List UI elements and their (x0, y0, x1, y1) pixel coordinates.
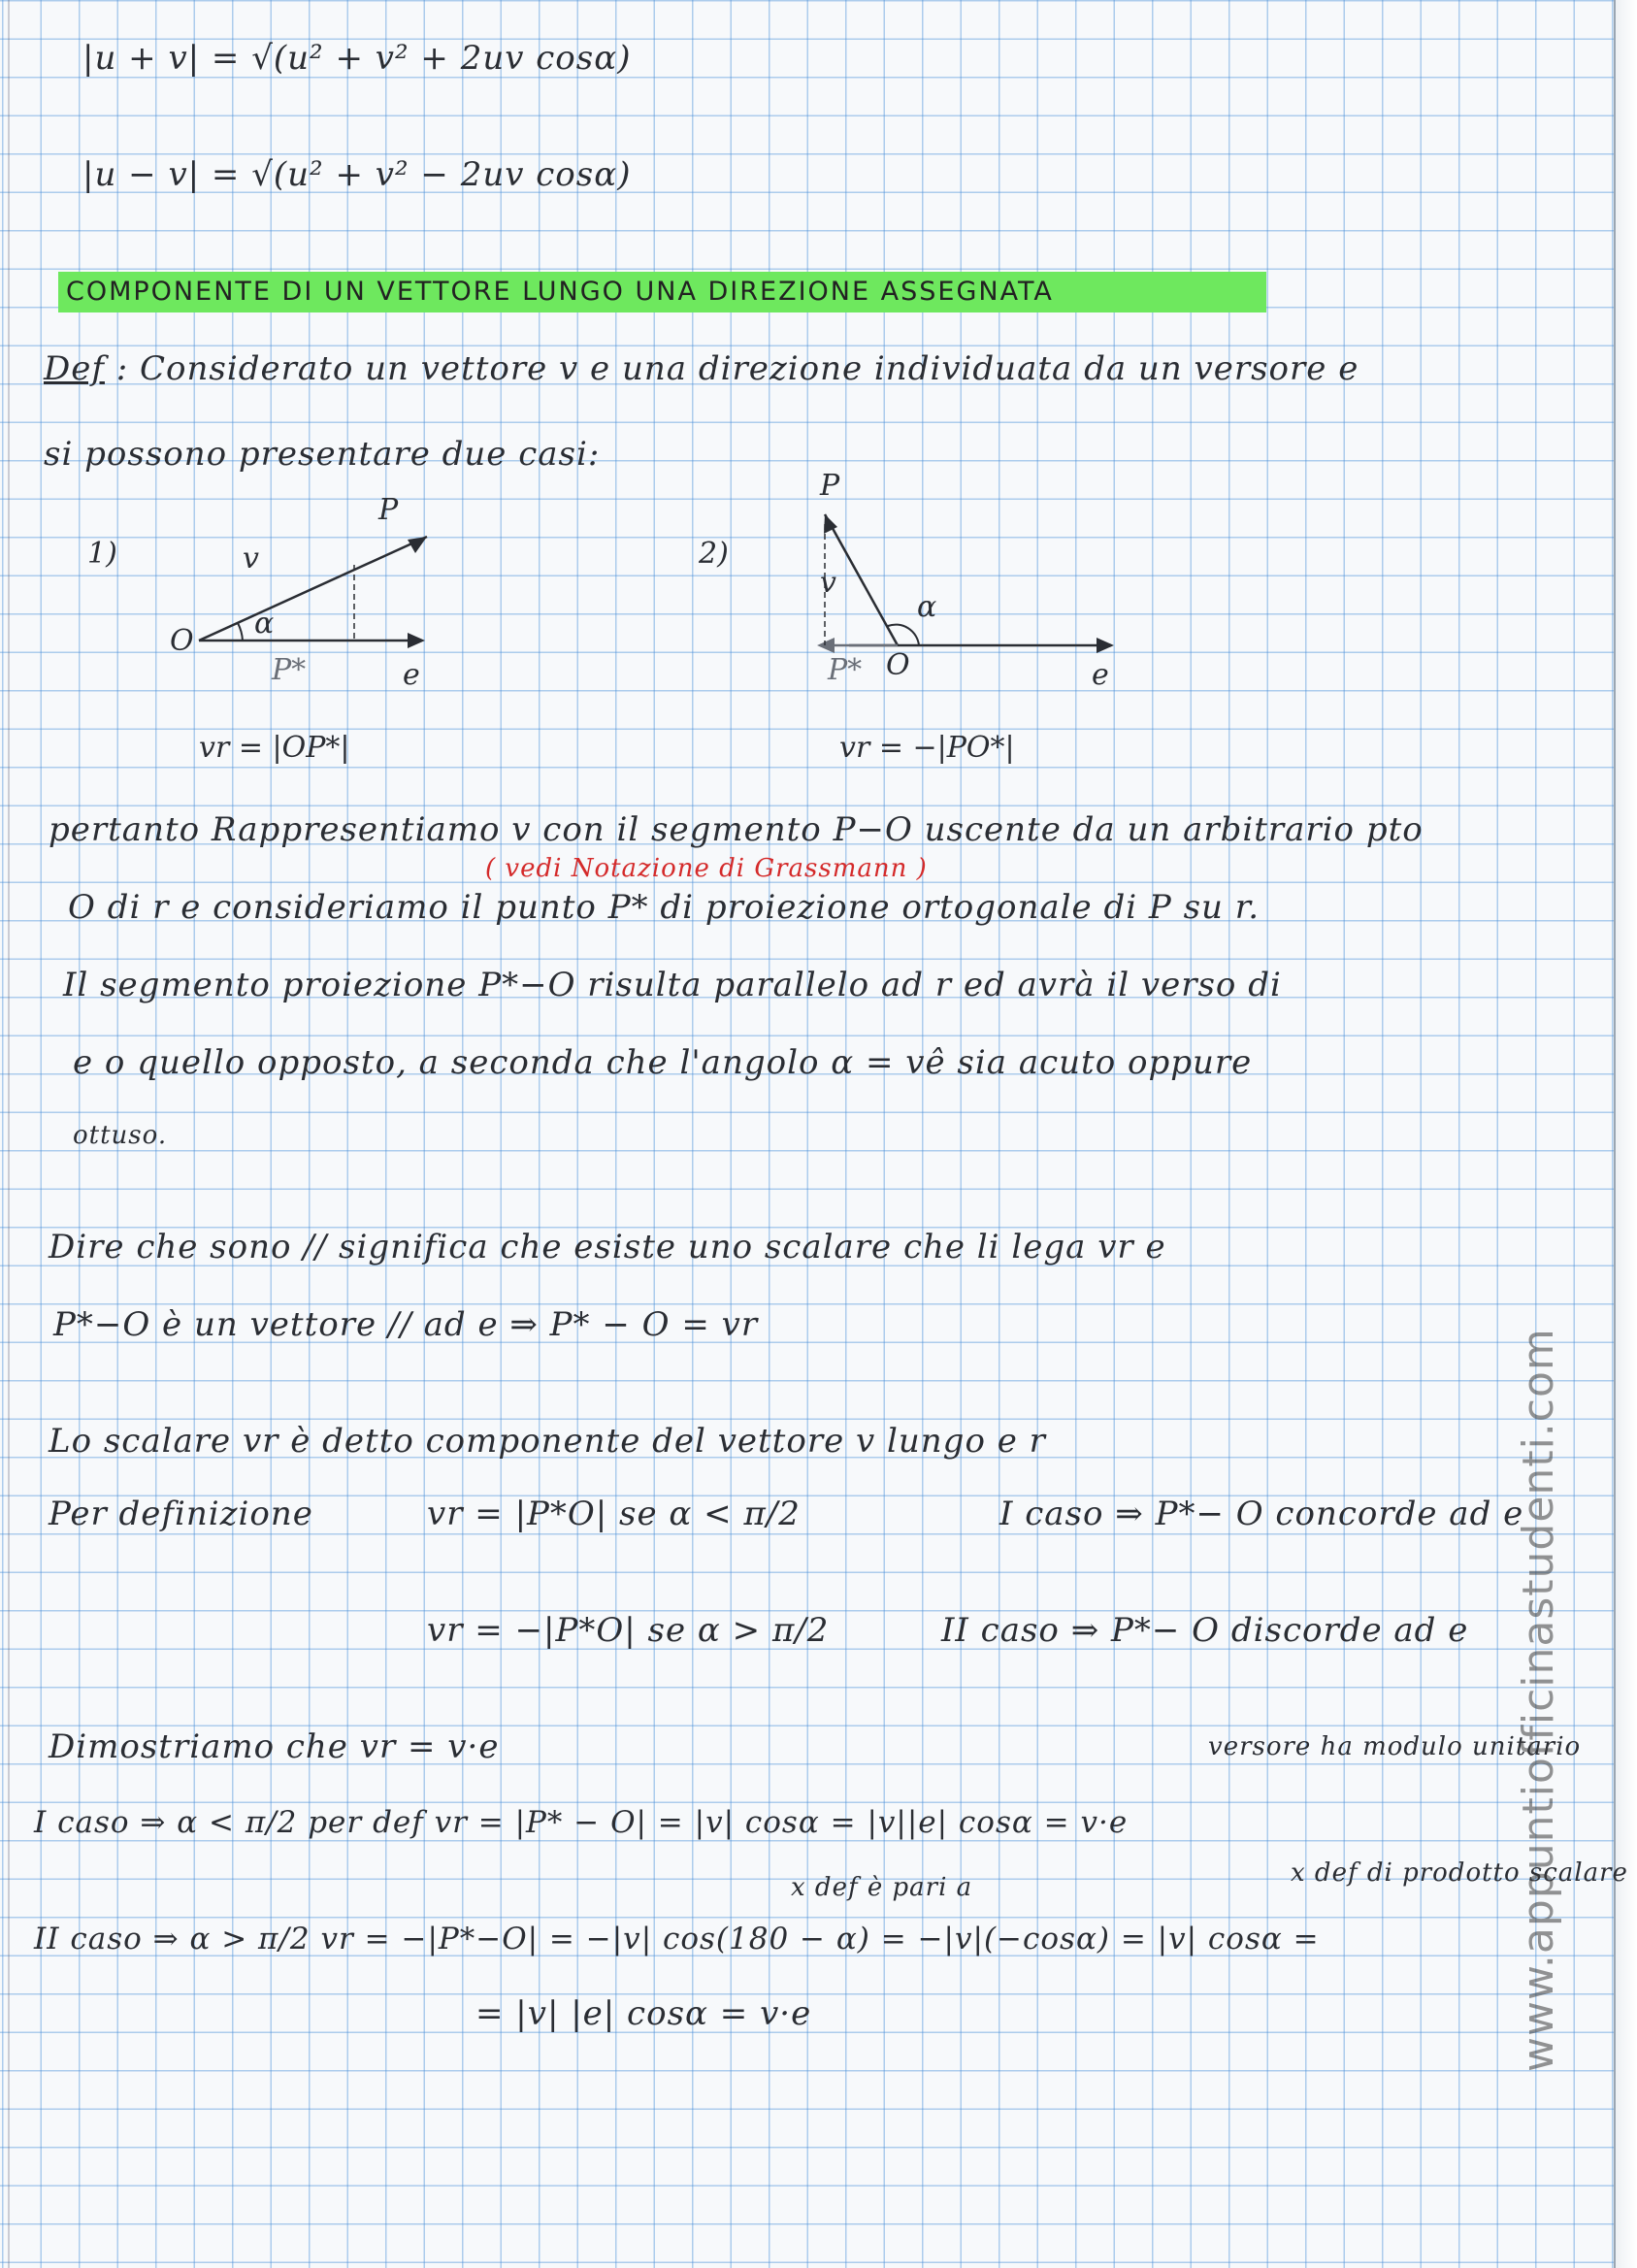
case-1-P-label: P (378, 493, 399, 527)
scalar-case-1-formula: vr = |P*O| se α < π/2 (427, 1495, 801, 1533)
formula-sum: |u + v| = √(u² + v² + 2uv cosα) (82, 39, 632, 78)
case-2-formula: vr = −|PO*| (839, 731, 1015, 765)
parallel-line-1: Dire che sono // significa che esiste uno scalare che li lega vr e (49, 1228, 1166, 1266)
body-line-1: pertanto Rappresentiamo v con il segmento P−O uscente da un arbitrario pto (49, 810, 1424, 849)
proof-note-2: x def di prodotto scalare (1291, 1858, 1628, 1888)
diagram-case-1 (78, 485, 485, 767)
section-title-highlight (58, 272, 1266, 312)
scalar-line: Lo scalare vr è detto componente del vettore v lungo e r (49, 1422, 1046, 1461)
definition-label: Def (44, 349, 105, 388)
definition-text-1: : Considerato un vettore v e una direzione individuata da un versore e (115, 349, 1359, 388)
case-1-formula: vr = |OP*| (199, 731, 350, 765)
body-line-2: O di r e consideriamo il punto P* di proiezione ortogonale di P su r. (68, 888, 1260, 927)
margin-line (8, 0, 10, 2268)
proof-intro: Dimostriamo che vr = v·e (49, 1727, 500, 1766)
case-1-e-label: e (403, 658, 420, 692)
case-2-O-label: O (886, 648, 910, 682)
proof-case-1: I caso ⇒ α < π/2 per def vr = |P* − O| = |v| cosα = |v||e| cosα = v·e (34, 1805, 1129, 1840)
grassmann-note: ( vedi Notazione di Grassmann ) (485, 854, 928, 883)
body-line-3: Il segmento proiezione P*−O risulta parallelo ad r ed avrà il verso di (63, 966, 1282, 1004)
definition-line-1 (44, 349, 1359, 388)
scalar-case-1-result: I caso ⇒ P*− O concorde ad e (999, 1495, 1524, 1533)
case-2-number: 2) (699, 537, 729, 571)
proof-conclusion: = |v| |e| cosα = v·e (475, 1994, 812, 2033)
case-2-v-label: v (820, 566, 836, 600)
parallel-line-2: P*−O è un vettore // ad e ⇒ P* − O = vr (53, 1305, 759, 1344)
case-2-P-label: P (820, 469, 840, 503)
case-1-number: 1) (87, 537, 117, 571)
definition-line-2: si possono presentare due casi: (44, 435, 601, 474)
case-1-alpha-label: α (254, 607, 275, 641)
diagram-case-2 (694, 466, 1140, 767)
scalar-case-2-formula: vr = −|P*O| se α > π/2 (427, 1611, 830, 1650)
case-1-v-label: v (243, 542, 259, 575)
body-line-5: ottuso. (73, 1121, 168, 1150)
case-2-pstar-label: P* (828, 653, 863, 687)
proof-note-right: versore ha modulo unitario (1208, 1732, 1582, 1761)
section-title: COMPONENTE DI UN VETTORE LUNGO UNA DIREZIONE ASSEGNATA (66, 277, 1054, 307)
formula-diff: |u − v| = √(u² + v² − 2uv cosα) (82, 155, 632, 194)
case-1-pstar-label: P* (272, 653, 307, 687)
case-2-e-label: e (1092, 658, 1109, 692)
page-edge (1614, 0, 1637, 2268)
case-1-O-label: O (170, 624, 194, 658)
scalar-case-2-result: II caso ⇒ P*− O discorde ad e (941, 1611, 1469, 1650)
proof-note-1: x def è pari a (791, 1873, 973, 1902)
watermark: www.appuntiofficinastudenti.com (1514, 1328, 1563, 2072)
definition-label-2: Per definizione (49, 1495, 313, 1533)
case-2-alpha-label: α (917, 590, 937, 624)
body-line-4: e o quello opposto, a seconda che l'angolo α = vê sia acuto oppure (73, 1043, 1253, 1082)
proof-case-2: II caso ⇒ α > π/2 vr = −|P*−O| = −|v| cos(180 − α) = −|v|(−cosα) = |v| cosα = (34, 1922, 1320, 1956)
